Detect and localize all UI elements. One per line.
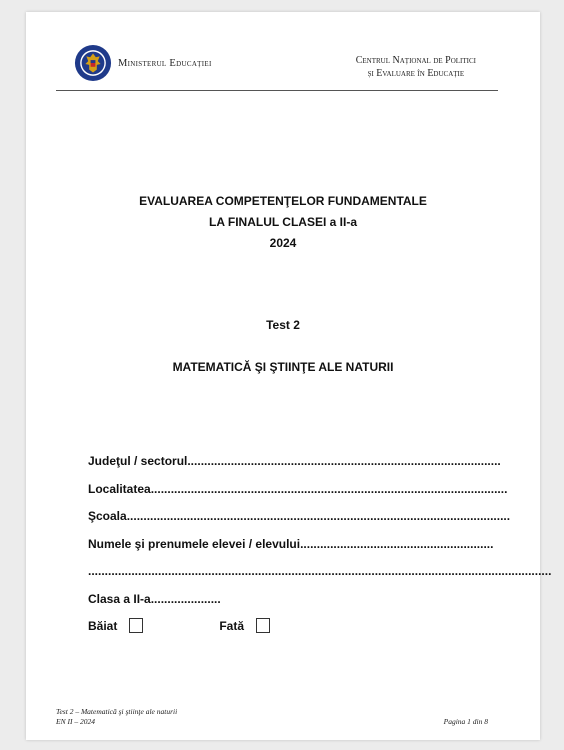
footer-line-2: EN II – 2024: [56, 717, 95, 726]
exam-title-line-1: EVALUAREA COMPETENŢELOR FUNDAMENTALE: [139, 194, 427, 208]
test-number: Test 2: [266, 318, 300, 332]
girl-checkbox[interactable]: [256, 618, 270, 633]
page-header: [56, 42, 498, 91]
boy-label: Băiat: [88, 618, 118, 633]
class-field[interactable]: Clasa a II-a.....................: [88, 591, 221, 606]
gender-selection: [88, 618, 270, 633]
ministry-name: Ministerul Educației: [118, 57, 212, 69]
student-name-continuation-field[interactable]: ...........................................................................................................................................: [88, 564, 552, 578]
girl-label: Fată: [219, 618, 245, 633]
center-line-1: Centrul Național de Politici: [355, 55, 476, 66]
locality-field[interactable]: Localitatea...........................................................................................................: [88, 481, 508, 496]
school-field[interactable]: Şcoala...................................................................................................................: [88, 509, 511, 523]
ministry-logo: [74, 44, 212, 82]
page-number: Pagina 1 din 8: [443, 717, 488, 726]
student-info-form: [88, 454, 552, 619]
boy-checkbox[interactable]: [129, 618, 143, 633]
exam-subject: MATEMATICĂ ŞI ŞTIINŢE ALE NATURII: [172, 360, 394, 374]
center-line-2: și Evaluare în Educație: [367, 68, 465, 79]
document-page: [26, 12, 552, 740]
student-name-field[interactable]: Numele şi prenumele elevei / elevului..........................................................: [88, 536, 494, 551]
footer-line-1: Test 2 – Matematică şi ştiinţe ale naturii: [56, 707, 178, 716]
footer-test-info: [56, 707, 177, 727]
national-center-name: [356, 54, 476, 80]
government-seal-icon: [74, 44, 112, 82]
exam-year: 2024: [269, 236, 297, 250]
exam-title-line-2: LA FINALUL CLASEI a II-a: [208, 215, 357, 229]
county-field[interactable]: Judeţul / sectorul..............................................................................................: [88, 454, 501, 468]
